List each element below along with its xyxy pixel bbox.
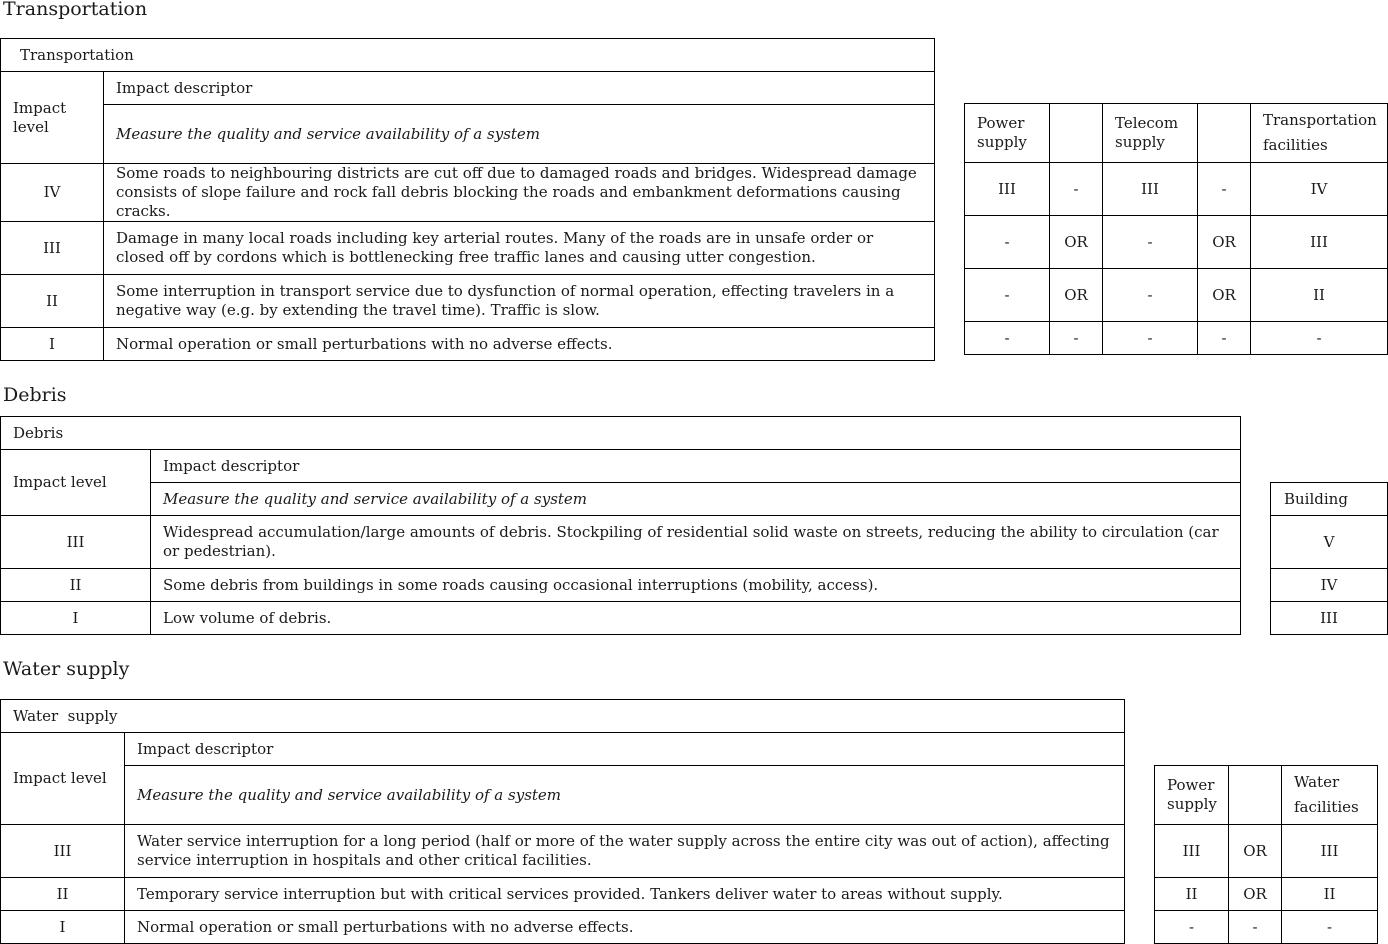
dependency-header xyxy=(1050,104,1103,163)
table-row xyxy=(1155,878,1378,911)
dependency-header xyxy=(1198,104,1251,163)
impact-descriptor-header: Impact descriptor xyxy=(104,72,935,105)
measure-text: Measure the quality and service availability of a system xyxy=(104,105,935,164)
table-row xyxy=(1271,516,1388,569)
table-caption: Transportation xyxy=(1,39,935,72)
impact-level: II xyxy=(1,569,151,602)
impact-descriptor: Damage in many local roads including key arterial routes. Many of the roads are in unsafe order or closed off by cordons which is bottlenecking free traffic lanes and causing utter congestion. xyxy=(104,222,935,275)
dependency-cell: - xyxy=(1251,322,1388,355)
transportation-impact-table xyxy=(0,38,935,361)
measure-text: Measure the quality and service availability of a system xyxy=(125,766,1125,825)
impact-descriptor: Normal operation or small perturbations with no adverse effects. xyxy=(125,911,1125,944)
impact-level: IV xyxy=(1,164,104,222)
dependency-cell: II xyxy=(1251,269,1388,322)
impact-descriptor: Some interruption in transport service due to dysfunction of normal operation, effecting travelers in a negative way (e.g. by extending the travel time). Traffic is slow. xyxy=(104,275,935,328)
dependency-cell: II xyxy=(1155,878,1229,911)
impact-level: III xyxy=(1,516,151,569)
dependency-cell: OR xyxy=(1050,216,1103,269)
dependency-cell: IV xyxy=(1251,163,1388,216)
impact-descriptor: Water service interruption for a long period (half or more of the water supply across the entire city was out of action), affecting service interruption in hospitals and other critical facilities. xyxy=(125,825,1125,878)
dependency-header: Power supply xyxy=(1155,766,1229,825)
table-row xyxy=(965,269,1388,322)
impact-level: II xyxy=(1,878,125,911)
dependency-header xyxy=(1229,766,1282,825)
table-row xyxy=(1,825,1125,878)
impact-level: I xyxy=(1,911,125,944)
dependency-header: Water facilities xyxy=(1282,766,1378,825)
table-row xyxy=(1,275,935,328)
table-row xyxy=(1,516,1241,569)
dependency-cell: OR xyxy=(1050,269,1103,322)
table-row xyxy=(1,222,935,275)
impact-level: III xyxy=(1,222,104,275)
dependency-cell: II xyxy=(1282,878,1378,911)
dependency-cell: - xyxy=(1198,322,1251,355)
dependency-cell: OR xyxy=(1229,825,1282,878)
dependency-header: Building xyxy=(1271,483,1388,516)
dependency-cell: - xyxy=(1050,322,1103,355)
dependency-cell: OR xyxy=(1229,878,1282,911)
dependency-cell: - xyxy=(1103,322,1198,355)
dependency-cell: III xyxy=(965,163,1050,216)
dependency-cell: - xyxy=(1155,911,1229,944)
table-row xyxy=(965,216,1388,269)
dependency-header: Telecom supply xyxy=(1103,104,1198,163)
table-row xyxy=(1271,569,1388,602)
dependency-cell: III xyxy=(1282,825,1378,878)
dependency-cell: OR xyxy=(1198,216,1251,269)
dependency-cell: - xyxy=(1103,216,1198,269)
table-row xyxy=(965,322,1388,355)
impact-descriptor: Temporary service interruption but with critical services provided. Tankers deliver water to areas without supply. xyxy=(125,878,1125,911)
impact-descriptor: Normal operation or small perturbations with no adverse effects. xyxy=(104,328,935,361)
debris-impact-table xyxy=(0,416,1241,635)
table-row xyxy=(1,911,1125,944)
section-title-debris: Debris xyxy=(3,384,67,406)
section-title-water-supply: Water supply xyxy=(3,658,130,680)
impact-level-header: Impact level xyxy=(1,72,104,164)
table-row xyxy=(1155,911,1378,944)
dependency-cell: - xyxy=(1050,163,1103,216)
dependency-header: Power supply xyxy=(965,104,1050,163)
impact-level: II xyxy=(1,275,104,328)
impact-level-header: Impact level xyxy=(1,733,125,825)
table-row xyxy=(965,163,1388,216)
dependency-cell: III xyxy=(1251,216,1388,269)
water-impact-table xyxy=(0,699,1125,944)
impact-descriptor: Widespread accumulation/large amounts of debris. Stockpiling of residential solid waste on streets, reducing the ability to circulation (car or pedestrian). xyxy=(151,516,1241,569)
debris-dependency-table xyxy=(1270,482,1388,635)
table-row xyxy=(1,878,1125,911)
table-row xyxy=(1271,602,1388,635)
impact-descriptor: Some roads to neighbouring districts are cut off due to damaged roads and bridges. Widespread damage consists of slope failure and rock fall debris blocking the roads and embankment deformations causing cracks. xyxy=(104,164,935,222)
impact-descriptor-header: Impact descriptor xyxy=(151,450,1241,483)
dependency-cell: V xyxy=(1271,516,1388,569)
impact-level-header: Impact level xyxy=(1,450,151,516)
dependency-header: Transportation facilities xyxy=(1251,104,1388,163)
table-row xyxy=(1,328,935,361)
impact-descriptor: Low volume of debris. xyxy=(151,602,1241,635)
dependency-cell: - xyxy=(1198,163,1251,216)
water-dependency-table xyxy=(1154,765,1378,944)
dependency-cell: OR xyxy=(1198,269,1251,322)
dependency-cell: III xyxy=(1271,602,1388,635)
dependency-cell: - xyxy=(1229,911,1282,944)
impact-descriptor-header: Impact descriptor xyxy=(125,733,1125,766)
table-row xyxy=(1,164,935,222)
impact-level: I xyxy=(1,602,151,635)
dependency-cell: - xyxy=(1282,911,1378,944)
table-row xyxy=(1,602,1241,635)
table-caption: Debris xyxy=(1,417,1241,450)
dependency-cell: - xyxy=(965,322,1050,355)
table-caption: Water supply xyxy=(1,700,1125,733)
impact-descriptor: Some debris from buildings in some roads causing occasional interruptions (mobility, access). xyxy=(151,569,1241,602)
section-title-transportation: Transportation xyxy=(3,0,148,20)
impact-level: I xyxy=(1,328,104,361)
dependency-cell: III xyxy=(1103,163,1198,216)
measure-text: Measure the quality and service availability of a system xyxy=(151,483,1241,516)
dependency-cell: III xyxy=(1155,825,1229,878)
dependency-cell: IV xyxy=(1271,569,1388,602)
dependency-cell: - xyxy=(1103,269,1198,322)
dependency-cell: - xyxy=(965,216,1050,269)
table-row xyxy=(1,569,1241,602)
impact-level: III xyxy=(1,825,125,878)
dependency-cell: - xyxy=(965,269,1050,322)
transportation-dependency-table xyxy=(964,103,1388,355)
table-row xyxy=(1155,825,1378,878)
